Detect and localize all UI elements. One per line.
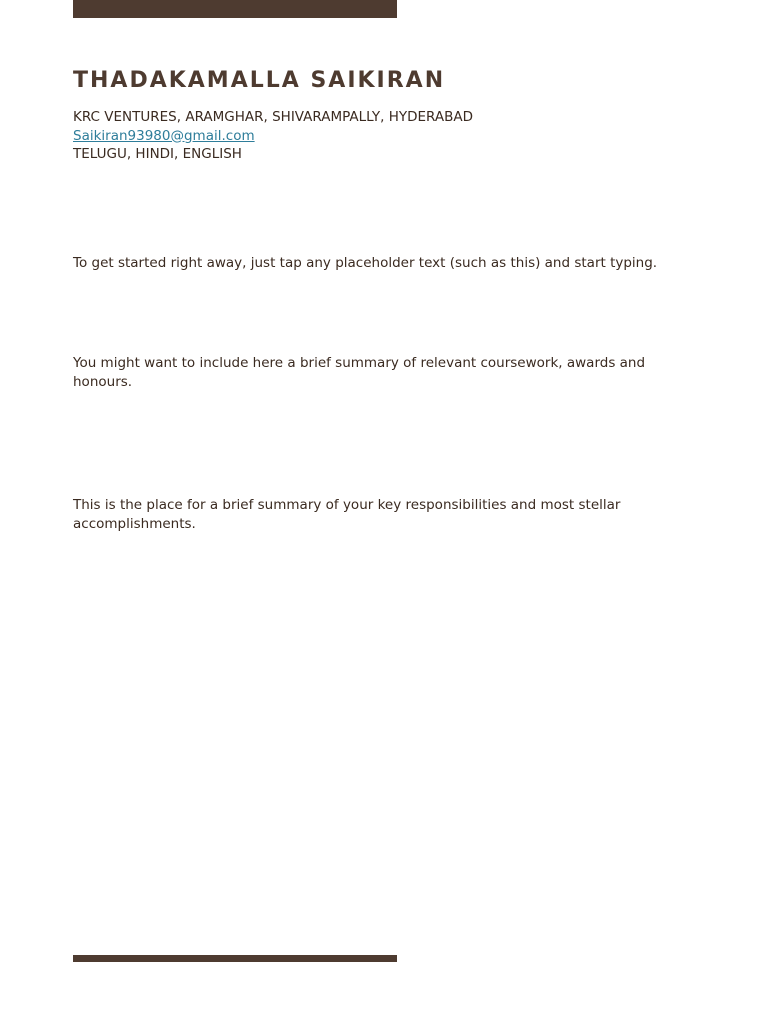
placeholder-paragraph-experience[interactable]: This is the place for a brief summary of your key responsibilities and most stellar accomplishments. <box>73 497 621 532</box>
email-line <box>73 127 473 146</box>
email-link[interactable]: Saikiran93980@gmail.com <box>73 127 255 144</box>
languages-line: TELUGU, HINDI, ENGLISH <box>73 146 242 162</box>
bottom-accent-bar <box>73 955 397 962</box>
contact-block <box>73 108 473 164</box>
placeholder-paragraph-intro[interactable]: To get started right away, just tap any placeholder text (such as this) and start typing. <box>73 255 658 271</box>
placeholder-paragraph-education[interactable]: You might want to include here a brief summary of relevant coursework, awards and honours. <box>73 355 646 390</box>
top-accent-bar <box>73 0 397 18</box>
address-line: KRC VENTURES, ARAMGHAR, SHIVARAMPALLY, HYDERABAD <box>73 109 473 125</box>
resume-name: THADAKAMALLA SAIKIRAN <box>73 68 446 93</box>
